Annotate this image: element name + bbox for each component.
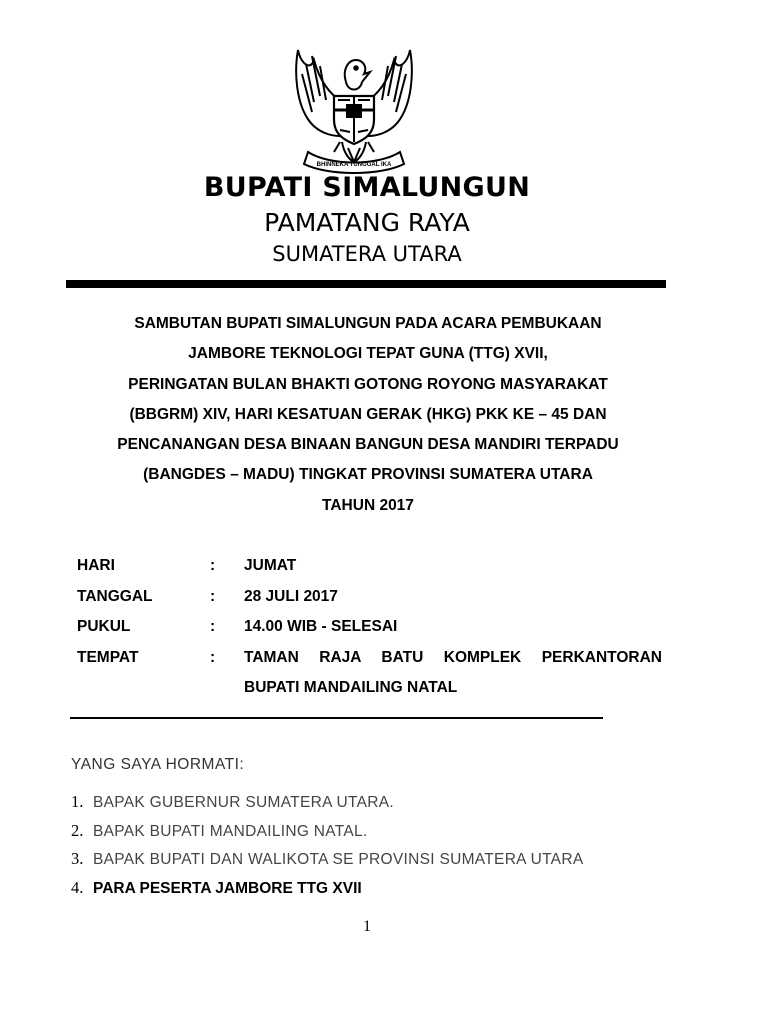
speech-line: PENCANANGAN DESA BINAAN BANGUN DESA MANDIRI TERPADU xyxy=(117,436,619,454)
speech-line: TAHUN 2017 xyxy=(322,496,414,514)
info-separator: : xyxy=(210,557,216,574)
info-row-pukul xyxy=(77,612,667,643)
list-item xyxy=(71,788,583,817)
event-info xyxy=(77,551,667,704)
info-separator: : xyxy=(210,618,216,635)
header-divider xyxy=(66,280,666,288)
info-label: TEMPAT xyxy=(77,648,139,666)
info-row-tempat-cont xyxy=(77,673,667,704)
list-text: PARA PESERTA JAMBORE TTG XVII xyxy=(93,879,362,897)
info-row-tempat xyxy=(77,643,667,674)
info-label: HARI xyxy=(77,557,115,574)
header-city: PAMATANG RAYA xyxy=(264,208,470,237)
emblem-motto: BHINNEKA TUNGGAL IKA xyxy=(316,162,392,168)
info-row-hari xyxy=(77,551,667,582)
info-divider xyxy=(70,717,603,719)
list-item xyxy=(71,817,583,846)
list-text: BAPAK BUPATI MANDAILING NATAL. xyxy=(93,822,368,840)
list-text: BAPAK GUBERNUR SUMATERA UTARA. xyxy=(93,794,394,811)
info-value: 28 JULI 2017 xyxy=(244,587,338,605)
list-number: 2. xyxy=(71,820,84,840)
info-value: JUMAT xyxy=(244,557,297,574)
speech-line: SAMBUTAN BUPATI SIMALUNGUN PADA ACARA PEMBUKAAN xyxy=(134,315,602,332)
garuda-pancasila-emblem-icon xyxy=(290,42,418,174)
speech-line: (BBGRM) XIV, HARI KESATUAN GERAK (HKG) PKK KE – 45 DAN xyxy=(129,405,607,423)
info-value: 14.00 WIB - SELESAI xyxy=(244,618,398,635)
list-text: BAPAK BUPATI DAN WALIKOTA SE PROVINSI SUMATERA UTARA xyxy=(93,851,584,868)
list-item xyxy=(71,845,583,874)
info-value: BUPATI MANDAILING NATAL xyxy=(244,679,458,696)
speech-line: JAMBORE TEKNOLOGI TEPAT GUNA (TTG) XVII, xyxy=(188,345,548,363)
info-label: TANGGAL xyxy=(77,587,153,605)
list-number: 3. xyxy=(71,849,84,868)
info-separator: : xyxy=(210,587,216,605)
list-number: 1. xyxy=(71,792,84,811)
page-number: 1 xyxy=(363,918,371,935)
speech-line: PERINGATAN BULAN BHAKTI GOTONG ROYONG MASYARAKAT xyxy=(128,375,608,393)
speech-title xyxy=(60,309,676,521)
page-title: BUPATI SIMALUNGUN xyxy=(203,172,531,203)
speech-line: (BANGDES – MADU) TINGKAT PROVINSI SUMATERA UTARA xyxy=(143,466,593,484)
info-label: PUKUL xyxy=(77,618,131,635)
info-separator: : xyxy=(210,648,216,666)
info-row-tanggal xyxy=(77,582,667,613)
list-number: 4. xyxy=(71,877,84,897)
header-province: SUMATERA UTARA xyxy=(272,242,462,266)
info-value: TAMAN RAJA BATU KOMPLEK PERKANTORAN xyxy=(244,648,662,666)
list-item xyxy=(71,874,583,903)
greeting-text: YANG SAYA HORMATI: xyxy=(71,756,245,773)
addressee-list xyxy=(71,788,583,902)
